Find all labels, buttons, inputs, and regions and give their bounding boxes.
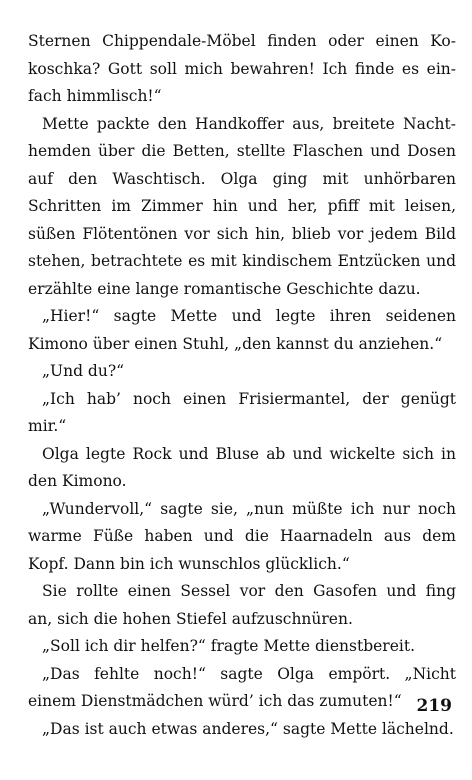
text-line: auf den Waschtisch. Olga ging mit unhörbaren <box>28 169 456 188</box>
text-line: hemden über die Betten, stellte Flaschen und Dosen <box>28 142 456 160</box>
paragraph-first-line: Sie rollte einen Sessel vor den Gasofen und fing <box>42 582 456 600</box>
paragraph-first-line: „Das ist auch etwas anderes,“ sagte Mette lächelnd. <box>42 719 454 738</box>
text-line: fach himmlisch!“ <box>28 87 162 105</box>
text-line: einem Dienstmädchen würd’ ich das zumuten!“ <box>28 692 402 710</box>
text-line: Kopf. Dann bin ich wunschlos glücklich.“ <box>28 554 350 573</box>
text-line: den Kimono. <box>28 472 127 490</box>
paragraph-first-line: „Ich hab’ noch einen Frisiermantel, der genügt <box>42 389 456 408</box>
text-line: Schritten im Zimmer hin und her, pfiff mit leisen, <box>28 197 456 215</box>
text-line: koschka? Gott soll mich bewahren! Ich finde es ein- <box>28 59 456 78</box>
paragraph-first-line: „Wundervoll,“ sagte sie, „nun müßte ich nur noch <box>42 499 456 518</box>
text-line: Sternen Chippendale-Möbel finden oder einen Ko- <box>28 32 456 50</box>
paragraph-first-line: Mette packte den Handkoffer aus, breitete Nacht- <box>42 114 456 133</box>
paragraph-first-line: „Soll ich dir helfen?“ fragte Mette dienstbereit. <box>42 637 415 655</box>
paragraph-first-line: „Hier!“ sagte Mette und legte ihren seidenen <box>42 307 456 325</box>
text-line: warme Füße haben und die Haarnadeln aus dem <box>28 527 456 545</box>
page-number: 219 <box>416 696 452 716</box>
paragraph-first-line: Olga legte Rock und Bluse ab und wickelte sich in <box>42 444 456 463</box>
text-line: Kimono über einen Stuhl, „den kannst du anziehen.“ <box>28 334 443 353</box>
paragraph-first-line: „Das fehlte noch!“ sagte Olga empört. „Nicht <box>42 664 456 683</box>
text-line: süßen Flötentönen vor sich hin, blieb vor jedem Bild <box>28 224 456 243</box>
paragraph-first-line: „Und du?“ <box>42 362 125 380</box>
text-line: stehen, betrachtete es mit kindischem Entzücken und <box>28 252 456 270</box>
body-text <box>28 28 456 743</box>
text-line: mir.“ <box>28 417 67 435</box>
text-line: erzählte eine lange romantische Geschichte dazu. <box>28 279 421 298</box>
text-line: an, sich die hohen Stiefel aufzuschnüren. <box>28 609 353 628</box>
